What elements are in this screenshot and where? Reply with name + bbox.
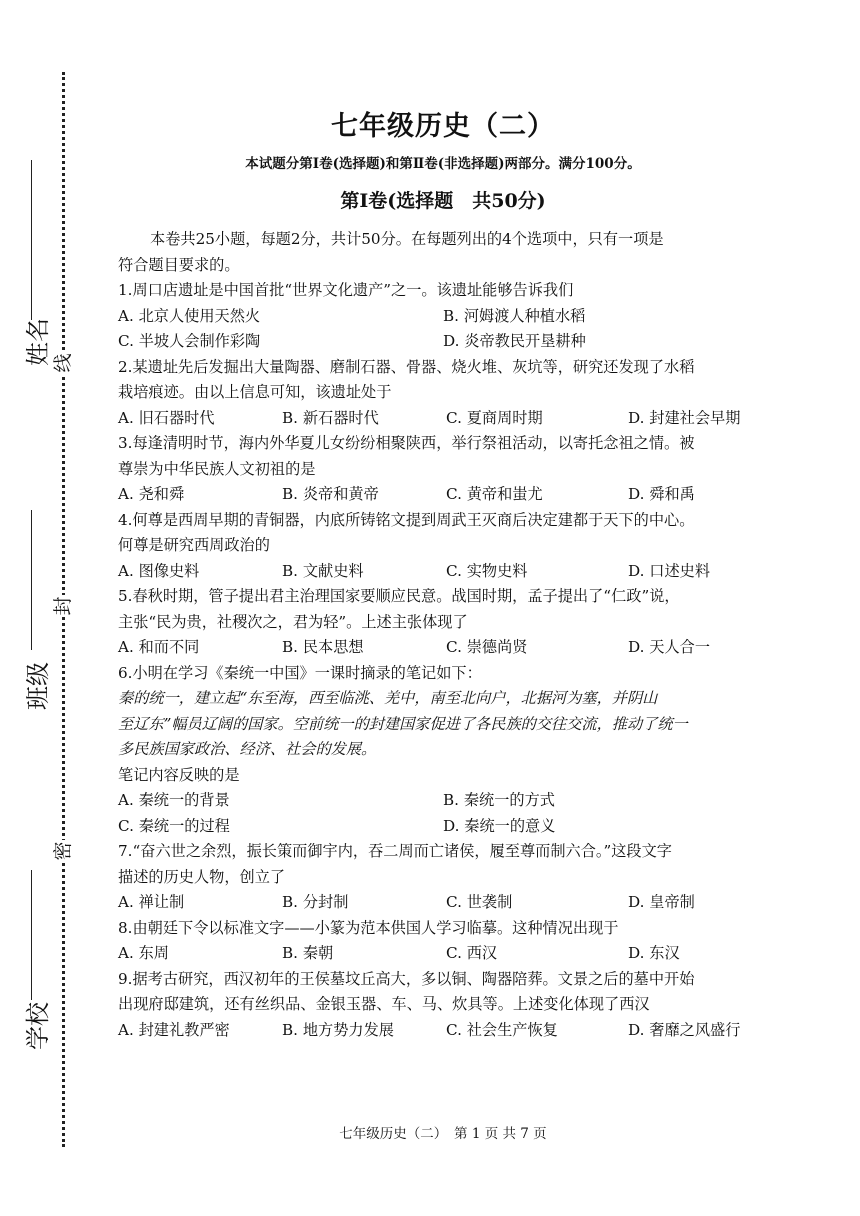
question-7-stem: 描述的历史人物，创立了 <box>118 867 286 886</box>
option: B. 秦统一的方式 <box>443 791 555 809</box>
question-4-stem: 何尊是研究西周政治的 <box>118 536 270 554</box>
name-label: 姓名 <box>24 318 52 366</box>
class-label: 班级 <box>24 662 52 710</box>
option: D. 奢靡之风盛行 <box>628 1020 741 1039</box>
question-6-stem: 6.小明在学习《秦统一中国》一课时摘录的笔记如下： <box>118 663 482 682</box>
option: B. 民本思想 <box>282 638 364 656</box>
question-body <box>118 227 768 1043</box>
question-1-stem: 1.周口店遗址是中国首批“世界文化遗产”之一。该遗址能够告诉我们 <box>118 281 574 299</box>
question-9-options-row <box>118 1018 768 1044</box>
school-fill-line <box>31 870 32 1000</box>
seal-char-xian: 线 <box>52 353 74 373</box>
question-6-quote: 秦的统一，建立起“东至海，西至临洮、羌中，南至北向户，北据河为塞，并阴山 <box>118 689 658 707</box>
option: C. 世袭制 <box>446 893 513 911</box>
question-2-stem: 栽培痕迹。由以上信息可知，该遗址处于 <box>118 383 392 401</box>
option: A. 秦统一的背景 <box>118 791 230 809</box>
question-1-options-row <box>118 329 768 355</box>
option: A. 和而不同 <box>118 638 200 656</box>
option: A. 禅让制 <box>118 893 185 911</box>
option: D. 舜和禹 <box>628 485 695 503</box>
question-9-stem: 出现府邸建筑，还有丝织品、金银玉器、车、马、炊具等。上述变化体现了西汉 <box>118 995 650 1013</box>
question-5-options-row <box>118 635 768 661</box>
question-6-quote: 至辽东”幅员辽阔的国家。空前统一的封建国家促进了各民族的交往交流，推动了统一 <box>118 714 688 733</box>
school-label: 学校 <box>24 1002 52 1050</box>
option: B. 分封制 <box>282 893 349 911</box>
question-9-stem: 9.据考古研究，西汉初年的王侯墓坟丘高大，多以铜、陶器陪葬。文景之后的墓中开始 <box>118 969 695 988</box>
instruction-line: 本卷共25小题，每题2分，共计50分。在每题列出的4个选项中，只有一项是 <box>150 230 664 248</box>
question-4-options-row <box>118 559 768 585</box>
option: D. 炎帝教民开垦耕种 <box>443 332 586 350</box>
question-6-quote: 多民族国家政治、经济、社会的发展。 <box>118 740 377 758</box>
page-footer: 七年级历史（二） 第 1 页 共 7 页 <box>339 1126 547 1142</box>
seal-char-mi: 密 <box>52 841 74 861</box>
option: C. 实物史料 <box>446 561 528 580</box>
option: C. 黄帝和蚩尤 <box>446 485 543 503</box>
question-6-stem-after: 笔记内容反映的是 <box>118 765 240 784</box>
question-3-options-row <box>118 482 768 508</box>
exam-title: 七年级历史（二） <box>331 111 555 142</box>
section-heading: 第Ⅰ卷(选择题 共50分) <box>340 190 546 212</box>
option: D. 口述史料 <box>628 561 711 580</box>
option: D. 东汉 <box>628 944 680 962</box>
question-8-options-row <box>118 941 768 967</box>
seal-char-feng: 封 <box>52 596 74 616</box>
option: B. 新石器时代 <box>282 408 379 427</box>
question-8-stem: 8.由朝廷下令以标准文字——小篆为范本供国人学习临摹。这种情况出现于 <box>118 918 619 937</box>
question-2-stem: 2.某遗址先后发掘出大量陶器、磨制石器、骨器、烧火堆、灰坑等，研究还发现了水稻 <box>118 357 695 376</box>
exam-subtitle: 本试题分第Ⅰ卷(选择题)和第Ⅱ卷(非选择题)两部分。满分100分。 <box>245 156 641 172</box>
option: B. 文献史料 <box>282 561 364 580</box>
question-2-options-row <box>118 406 768 432</box>
option: D. 天人合一 <box>628 638 711 656</box>
option: C. 秦统一的过程 <box>118 816 230 835</box>
option: B. 河姆渡人种植水稻 <box>443 306 586 325</box>
option: C. 社会生产恢复 <box>446 1020 558 1039</box>
question-6-options-row <box>118 788 768 814</box>
class-fill-line <box>31 510 32 650</box>
option: D. 封建社会早期 <box>628 408 741 427</box>
question-6-options-row <box>118 814 768 840</box>
option: A. 北京人使用天然火 <box>118 306 261 325</box>
option: C. 崇德尚贤 <box>446 638 528 656</box>
question-5-stem: 5.春秋时期，管子提出君主治理国家要顺应民意。战国时期，孟子提出了“仁政”说， <box>118 587 680 605</box>
option: A. 尧和舜 <box>118 485 185 503</box>
question-4-stem: 4.何尊是西周早期的青铜器，内底所铸铭文提到周武王灭商后决定建都于天下的中心。 <box>118 510 695 529</box>
option: C. 夏商周时期 <box>446 408 543 427</box>
option: B. 秦朝 <box>282 944 334 962</box>
option: A. 东周 <box>118 944 169 962</box>
option: A. 图像史料 <box>118 561 200 580</box>
option: A. 旧石器时代 <box>118 408 215 427</box>
instruction-line: 符合题目要求的。 <box>118 255 240 274</box>
name-fill-line <box>31 160 32 320</box>
question-3-stem: 3.每逢清明时节，海内外华夏儿女纷纷相聚陕西，举行祭祖活动，以寄托念祖之情。被 <box>118 434 695 452</box>
option: D. 皇帝制 <box>628 893 695 911</box>
question-5-stem: 主张“民为贵，社稷次之，君为轻”。上述主张体现了 <box>118 612 468 631</box>
option: C. 西汉 <box>446 944 498 962</box>
option: C. 半坡人会制作彩陶 <box>118 332 261 350</box>
option: D. 秦统一的意义 <box>443 816 556 835</box>
question-7-options-row <box>118 890 768 916</box>
question-1-options-row <box>118 304 768 330</box>
question-3-stem: 尊崇为中华民族人文初祖的是 <box>118 459 316 478</box>
question-7-stem: 7.“奋六世之余烈，振长策而御宇内，吞二周而亡诸侯，履至尊而制六合。”这段文字 <box>118 842 672 860</box>
option: B. 地方势力发展 <box>282 1020 394 1039</box>
option: B. 炎帝和黄帝 <box>282 485 379 503</box>
option: A. 封建礼教严密 <box>118 1020 230 1039</box>
